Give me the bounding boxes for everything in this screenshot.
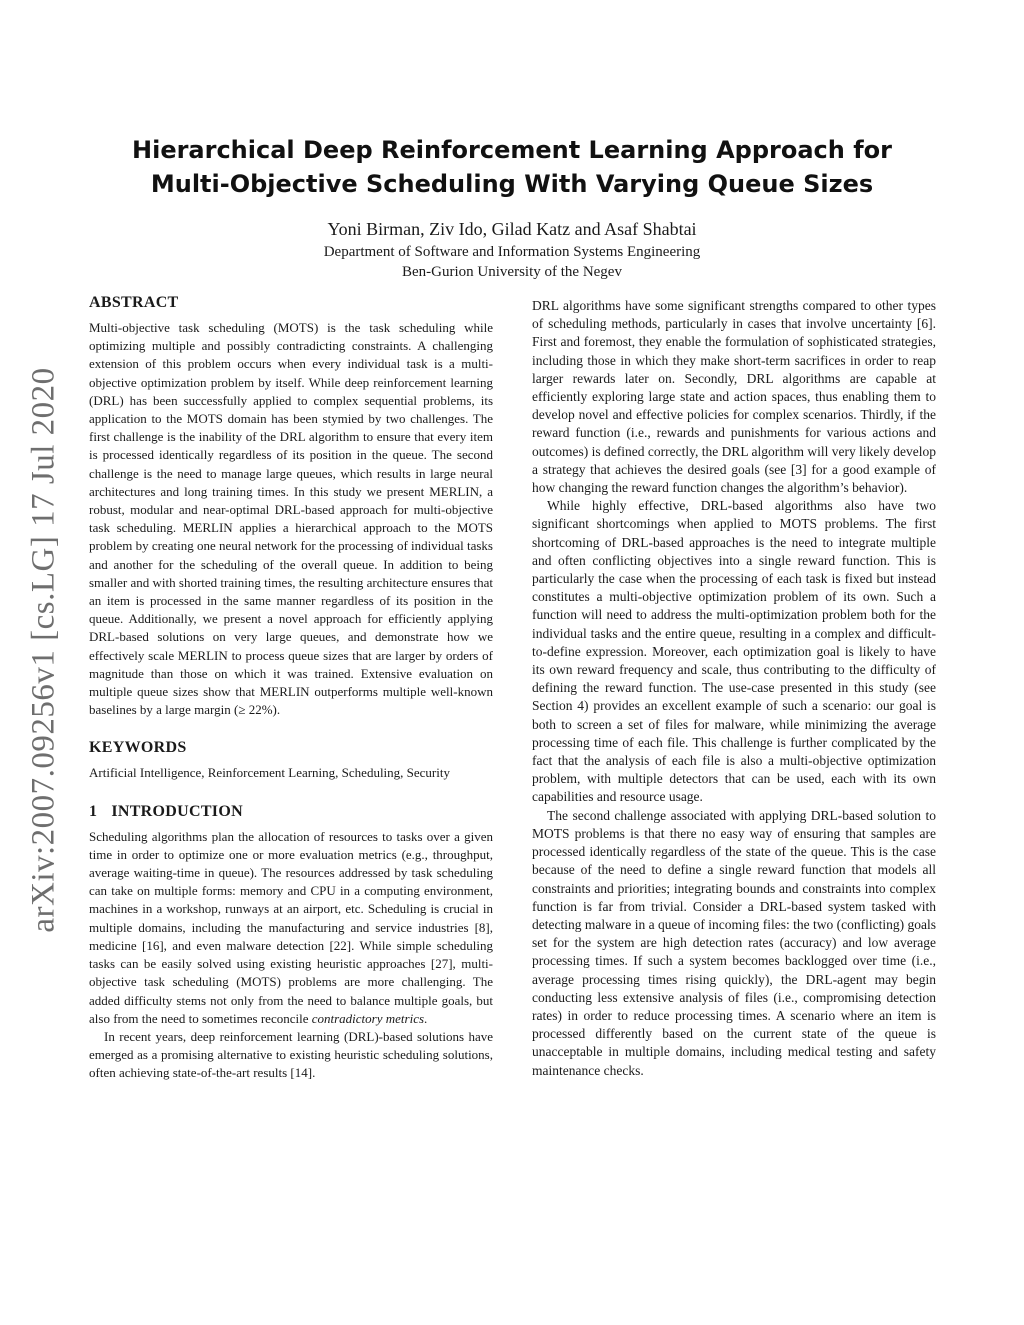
intro-paragraph-1 xyxy=(89,828,493,1028)
abstract-text: Multi-objective task scheduling (MOTS) is the task scheduling while optimizing multiple and possibly contradicting constraints. A challenging extension of this problem occurs when every individual task is a multi-objective optimization problem by itself. While deep reinforcement learning (DRL) has been successfully applied to complex sequential problems, its application to the MOTS domain has been stymied by two challenges. The first challenge is the inability of the DRL algorithm to ensure that every item is processed identically regardless of its position in the queue. The second challenge is the need to manage large queues, which results in large neural architectures and long training times. In this study we present MERLIN, a robust, modular and near-optimal DRL-based approach for multi-objective task scheduling. MERLIN applies a hierarchical approach to the MOTS problem by creating one neural network for the processing of individual tasks and another for the scheduling of the overall queue. In addition to being smaller and with shorted training times, the resulting architecture ensures that an item is processed in the same manner regardless of its position in the queue. Additionally, we present a novel approach for efficiently applying DRL-based solutions on very large queues, and demonstrate how we effectively scale MERLIN to process queue sizes that are larger by orders of magnitude than those on which it was trained. Extensive evaluation on multiple queue sizes show that MERLIN outperforms multiple well-known baselines by a large margin (≥ 22%). xyxy=(89,320,493,718)
intro-p1-end: . xyxy=(424,1010,428,1026)
section-title: INTRODUCTION xyxy=(111,802,243,820)
title-line-2: Multi-Objective Scheduling With Varying Queue Sizes xyxy=(150,170,874,198)
left-column xyxy=(89,292,493,1083)
keywords-text: Artificial Intelligence, Reinforcement Learning, Scheduling, Security xyxy=(89,765,450,781)
title-line-1: Hierarchical Deep Reinforcement Learning Approach for xyxy=(132,136,892,164)
introduction-heading xyxy=(89,801,493,823)
intro-paragraph-4: While highly effective, DRL-based algorithms also have two significant shortcomings when applied to MOTS problems. The first shortcoming of DRL-based approaches is the need to integrate multiple and often conflicting objectives into a single reward function. This is particularly the case when the processing of each task is fixed but instead constitutes a multi-objective optimization problem of its own. Such a function will need to address the multi-optimization problem both for the individual tasks and the entire queue, resulting in a complex and difficult-to-define expression. Moreover, each optimization goal is likely to have its own reward frequency and scale, thus contributing to the difficulty of defining the reward function. The use-case presented in this study (see Section 4) provides an excellent example of such a scenario: our goal is both to screen a set of files for malware, while minimizing the average processing time of each file. This challenge is further complicated by the fact that the analysis of each file is also a multi-objective optimization problem, with multiple detectors that can be used, each with its own capabilities and resource usage. xyxy=(532,498,936,805)
section-number: 1 xyxy=(89,802,98,820)
affiliation-department: Department of Software and Information Systems Engineering xyxy=(323,244,701,260)
intro-paragraph-5: The second challenge associated with applying DRL-based solution to MOTS problems is that there no easy way of ensuring that samples are processed identically regardless of the state of the queue. This is the case because of the need to define a single reward function that models all constraints and priorities; integrating bounds and constraints into complex function is far from trivial. Consider a DRL-based system tasked with detecting malware in a queue of incoming files: the two (conflicting) goals set for the system are high detection rates (accuracy) and low average processing times. If such a system becomes backlogged over time (i.e., average processing times rising quickly), the DRL-agent may begin conducting less extensive analysis of files (i.e., compromising detection rates) in order to reduce processing times. A scenario where an item is processed differently based on the current state of the queue is unacceptable in multiple domains, including medical testing and safety maintenance checks. xyxy=(532,807,936,1078)
keywords-heading: KEYWORDS xyxy=(89,739,187,757)
abstract-heading: ABSTRACT xyxy=(89,294,179,311)
paper-title xyxy=(88,133,936,201)
intro-paragraph-3: DRL algorithms have some significant strengths compared to other types of scheduling methods, particularly in cases that involve uncertainty [6]. First and foremost, they enable the formulation of sophisticated strategies, including those in which they make short-term sacrifices in order to reap larger rewards later on. Secondly, DRL algorithms are capable at efficiently exploring large state and action spaces, thus enabling them to develop novel and effective policies for complex scenarios. Thirdly, if the reward function (i.e., rewards and punishments for various actions and outcomes) is defined correctly, the DRL algorithm will very likely develop a strategy that achieves the desired goals (see [3] for a good example of how changing the reward function changes the algorithm’s behavior). xyxy=(532,298,936,496)
arxiv-identifier: arXiv:2007.09256v1 [cs.LG] 17 Jul 2020 xyxy=(25,367,62,933)
affiliation-university: Ben-Gurion University of the Negev xyxy=(402,264,622,280)
author-list: Yoni Birman, Ziv Ido, Gilad Katz and Asaf Shabtai xyxy=(327,219,697,239)
intro-paragraph-2: In recent years, deep reinforcement learning (DRL)-based solutions have emerged as a promising alternative to existing heuristic scheduling solutions, often achieving state-of-the-art results [14]. xyxy=(89,1028,493,1081)
right-column xyxy=(532,297,936,1080)
intro-p1-emphasis: contradictory metrics xyxy=(311,1010,425,1026)
intro-p1-main: Scheduling algorithms plan the allocation of resources to tasks over a given time in order to optimize one or more evaluation metrics (e.g., throughput, average waiting-time in queue). The resources addressed by task scheduling can take on multiple forms: memory and CPU in a computing environment, machines in a workshop, runways at an airport, etc. Scheduling is crucial in multiple domains, including the manufacturing and service industries [8], medicine [16], and even malware detection [22]. While simple scheduling tasks can be easily solved using existing heuristic approaches [27], multi-objective task scheduling (MOTS) problems are more challenging. The added difficulty stems not only from the need to balance multiple goals, but also from the need to sometimes reconcile xyxy=(89,828,493,1026)
